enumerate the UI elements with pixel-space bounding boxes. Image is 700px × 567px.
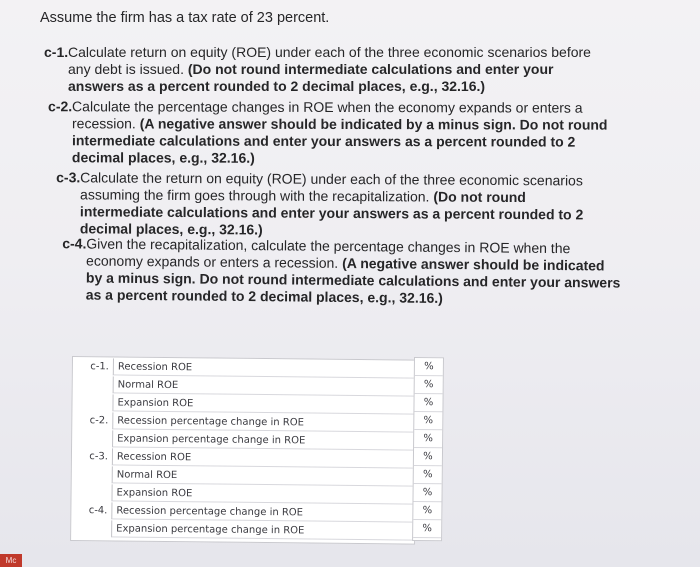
instruction-line	[44, 44, 664, 61]
instruction-line	[44, 61, 664, 78]
instruction-emphasis: (A negative answer should be indicated by a minus sign. Do not round	[139, 115, 608, 133]
percent-unit-column	[412, 357, 444, 541]
instruction-emphasis: (A negative answer should be indicated	[342, 254, 605, 274]
instruction-text: any debt is issued.	[68, 61, 188, 77]
instruction-line	[48, 115, 648, 134]
instruction-emphasis: by a minus sign. Do not round intermediate calculations and enter your answers	[85, 269, 621, 291]
instruction-emphasis: intermediate calculations and enter your answers as a percent rounded to 2	[71, 132, 576, 150]
instruction-emphasis: intermediate calculations and enter your answers as a percent rounded to 2	[79, 203, 584, 223]
part-label: c-2.	[48, 98, 73, 115]
row-label: Recession percentage change in ROE	[112, 412, 415, 432]
instruction-emphasis: decimal places, e.g., 32.16.)	[71, 149, 255, 166]
instruction-emphasis: answers as a percent rounded to 2 decimal places, e.g., 32.16.)	[68, 78, 486, 94]
instruction-line	[48, 149, 648, 168]
table-row	[71, 520, 414, 542]
instruction-line	[48, 98, 648, 117]
instruction-text: Calculate return on equity (ROE) under each of the three economic scenarios before	[68, 44, 591, 60]
instruction-emphasis: as a percent rounded to 2 decimal places, e.g., 32.16.)	[85, 286, 443, 306]
instruction-emphasis: (Do not round intermediate calculations and enter your	[187, 61, 554, 77]
row-label: Expansion percentage change in ROE	[111, 520, 414, 540]
instruction-text: Given the recapitalization, calculate the percentage changes in ROE when the	[86, 235, 571, 257]
percent-unit: %	[414, 412, 442, 430]
row-label: Expansion percentage change in ROE	[112, 430, 415, 450]
part-c3-instructions	[56, 169, 636, 241]
instruction-text: Calculate the return on equity (ROE) under each of the three economic scenarios	[80, 169, 583, 189]
part-c2-instructions	[48, 98, 648, 168]
instruction-emphasis: (Do not round	[433, 188, 526, 206]
instruction-emphasis: decimal places, e.g., 32.16.)	[79, 220, 263, 238]
percent-unit: %	[414, 430, 442, 448]
row-label: Recession percentage change in ROE	[111, 502, 414, 522]
row-label: Recession ROE	[113, 358, 416, 378]
instruction-line	[44, 78, 664, 95]
row-label: Normal ROE	[113, 376, 416, 396]
row-label: Expansion ROE	[112, 394, 415, 414]
row-part-code: c-1.	[90, 361, 109, 373]
percent-unit: %	[414, 448, 442, 466]
row-label: Recession ROE	[112, 448, 415, 468]
instruction-text: recession.	[72, 115, 140, 132]
part-label: c-3.	[56, 169, 81, 186]
percent-unit: %	[413, 502, 441, 520]
percent-unit: %	[414, 466, 442, 484]
percent-unit: %	[413, 484, 441, 502]
instruction-text: economy expands or enters a recession.	[86, 252, 343, 271]
percent-unit: %	[415, 358, 443, 376]
row-label: Expansion ROE	[111, 484, 414, 504]
percent-unit: %	[413, 520, 441, 538]
answer-table	[70, 356, 417, 545]
instruction-text: assuming the firm goes through with the recapitalization.	[80, 186, 434, 205]
row-part-code: c-2.	[89, 415, 109, 427]
question-intro: Assume the firm has a tax rate of 23 percent.	[40, 10, 330, 26]
part-c1-instructions	[44, 44, 664, 95]
part-label: c-1.	[44, 44, 69, 60]
percent-unit: %	[415, 376, 443, 394]
instruction-line	[48, 132, 648, 151]
percent-unit: %	[414, 394, 442, 412]
instruction-text: Calculate the percentage changes in ROE when the economy expands or enters a	[72, 98, 583, 116]
row-part-code: c-4.	[88, 505, 108, 517]
part-c4-instructions	[62, 235, 633, 308]
row-label: Normal ROE	[112, 466, 415, 486]
mc-logo-badge: Mc	[0, 554, 22, 567]
row-part-code: c-3.	[89, 451, 109, 463]
part-label: c-4.	[62, 235, 87, 252]
